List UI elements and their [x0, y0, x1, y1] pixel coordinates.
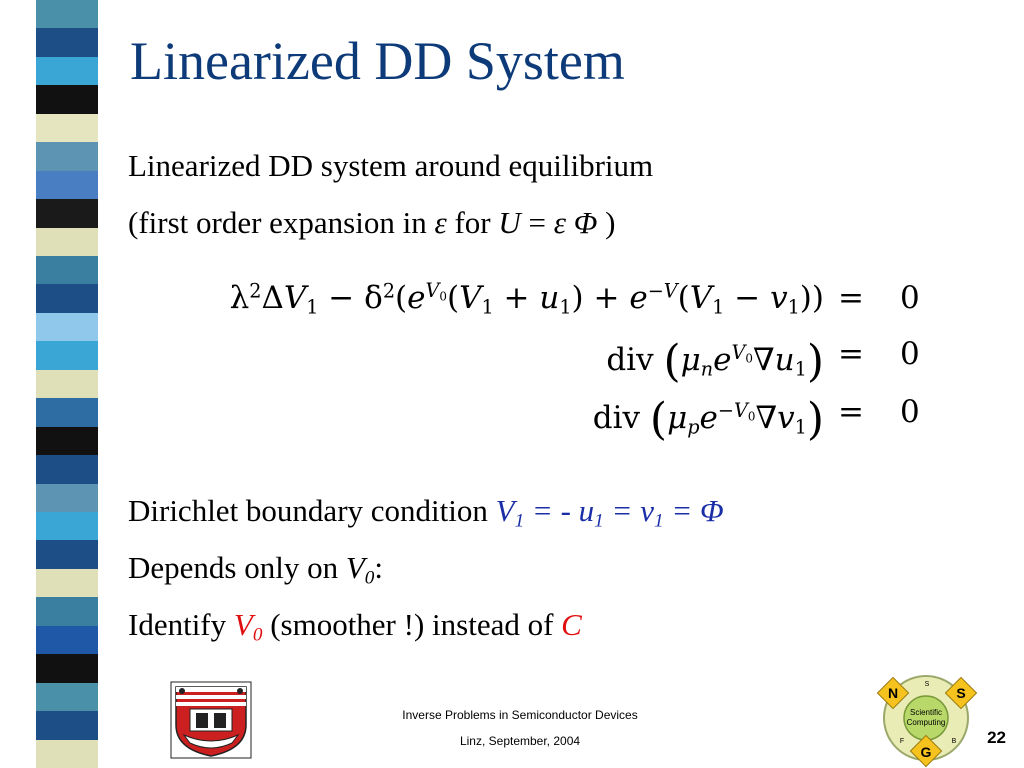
v0-red-variable: $V_0$ — [233, 607, 263, 646]
university-crest-logo — [170, 681, 252, 759]
stripe-segment — [36, 484, 98, 513]
equation-2-equals: = — [838, 336, 864, 372]
intro-line-2 — [128, 205, 615, 241]
logo-center-text-1: Scientific — [909, 708, 943, 717]
equation-1-lhs: $\lambda^2\Delta V_1 - \delta^2(e^{V_0}(V_1 + u_1) + e^{-V}(V_1 - v_1))$ — [229, 279, 824, 319]
intro-text: (first order expansion in — [128, 205, 435, 240]
footer-course-title: Inverse Problems in Semiconductor Devices — [402, 708, 638, 722]
stripe-segment — [36, 228, 98, 257]
stripe-segment — [36, 455, 98, 484]
stripe-segment — [36, 114, 98, 143]
stripe-segment — [36, 85, 98, 114]
scientific-computing-logo — [870, 668, 982, 768]
stripe-segment — [36, 284, 98, 313]
stripe-segment — [36, 740, 98, 768]
page-number: 22 — [987, 728, 1006, 747]
equation-2-rhs: 0 — [900, 336, 920, 372]
identify-text: Identify — [128, 607, 234, 642]
stripe-segment — [36, 711, 98, 740]
dirichlet-condition: $V_1$ = - $u_1 = v_1 = \Phi$ — [495, 493, 724, 532]
equation-1-rhs: 0 — [900, 280, 920, 316]
for-text: for — [446, 205, 499, 240]
dirichlet-text: Dirichlet boundary condition — [128, 493, 496, 528]
equation-3-equals: = — [838, 394, 864, 430]
svg-text:N: N — [887, 685, 899, 701]
logo-small-s: S — [924, 681, 930, 688]
stripe-segment — [36, 540, 98, 569]
u-symbol: U — [498, 205, 521, 240]
stripe-segment — [36, 427, 98, 456]
stripe-segment — [36, 597, 98, 626]
logo-center-text-2: Computing — [906, 718, 946, 727]
v0-variable: $V_0$ — [345, 550, 375, 589]
equals-text: = — [520, 205, 554, 240]
stripe-segment — [36, 569, 98, 598]
stripe-segment — [36, 0, 98, 29]
equation-2-lhs: div $(\mu_ne^{V_0}\nabla u_1)$ — [606, 336, 824, 387]
epsilon-symbol-2: ε — [553, 205, 574, 240]
epsilon-symbol: ε — [434, 205, 447, 240]
footer-location-date: Linz, September, 2004 — [459, 734, 581, 748]
depends-text: Depends only on — [128, 550, 346, 585]
depends-line — [128, 550, 384, 589]
logo-small-f: F — [899, 738, 905, 745]
slide-title: Linearized DD System — [130, 31, 625, 91]
intro-line-1: Linearized DD system around equilibrium — [128, 148, 654, 183]
stripe-segment — [36, 341, 98, 370]
logo-small-b: B — [951, 738, 957, 745]
stripe-segment — [36, 398, 98, 427]
c-red-variable: C — [561, 607, 582, 642]
svg-text:G: G — [920, 744, 932, 760]
stripe-segment — [36, 171, 98, 200]
stripe-segment — [36, 256, 98, 285]
stripe-segment — [36, 199, 98, 228]
stripe-segment — [36, 512, 98, 541]
stripe-segment — [36, 626, 98, 655]
stripe-segment — [36, 28, 98, 57]
equation-1-equals: = — [838, 280, 864, 316]
identify-line — [128, 607, 582, 646]
stripe-segment — [36, 370, 98, 399]
identify-mid-text: (smoother !) instead of — [262, 607, 562, 642]
equation-3-lhs: div $(\mu_pe^{-V_0}\nabla v_1)$ — [592, 394, 824, 445]
close-paren: ) — [597, 205, 616, 240]
stripe-segment — [36, 313, 98, 342]
stripe-segment — [36, 57, 98, 86]
decorative-stripe-bar — [36, 0, 98, 768]
stripe-segment — [36, 683, 98, 712]
dirichlet-line — [128, 493, 724, 532]
stripe-segment — [36, 142, 98, 171]
stripe-segment — [36, 654, 98, 683]
phi-symbol: Φ — [573, 205, 598, 240]
equation-3-rhs: 0 — [900, 394, 920, 430]
svg-text:S: S — [956, 685, 966, 701]
colon: : — [374, 550, 384, 585]
